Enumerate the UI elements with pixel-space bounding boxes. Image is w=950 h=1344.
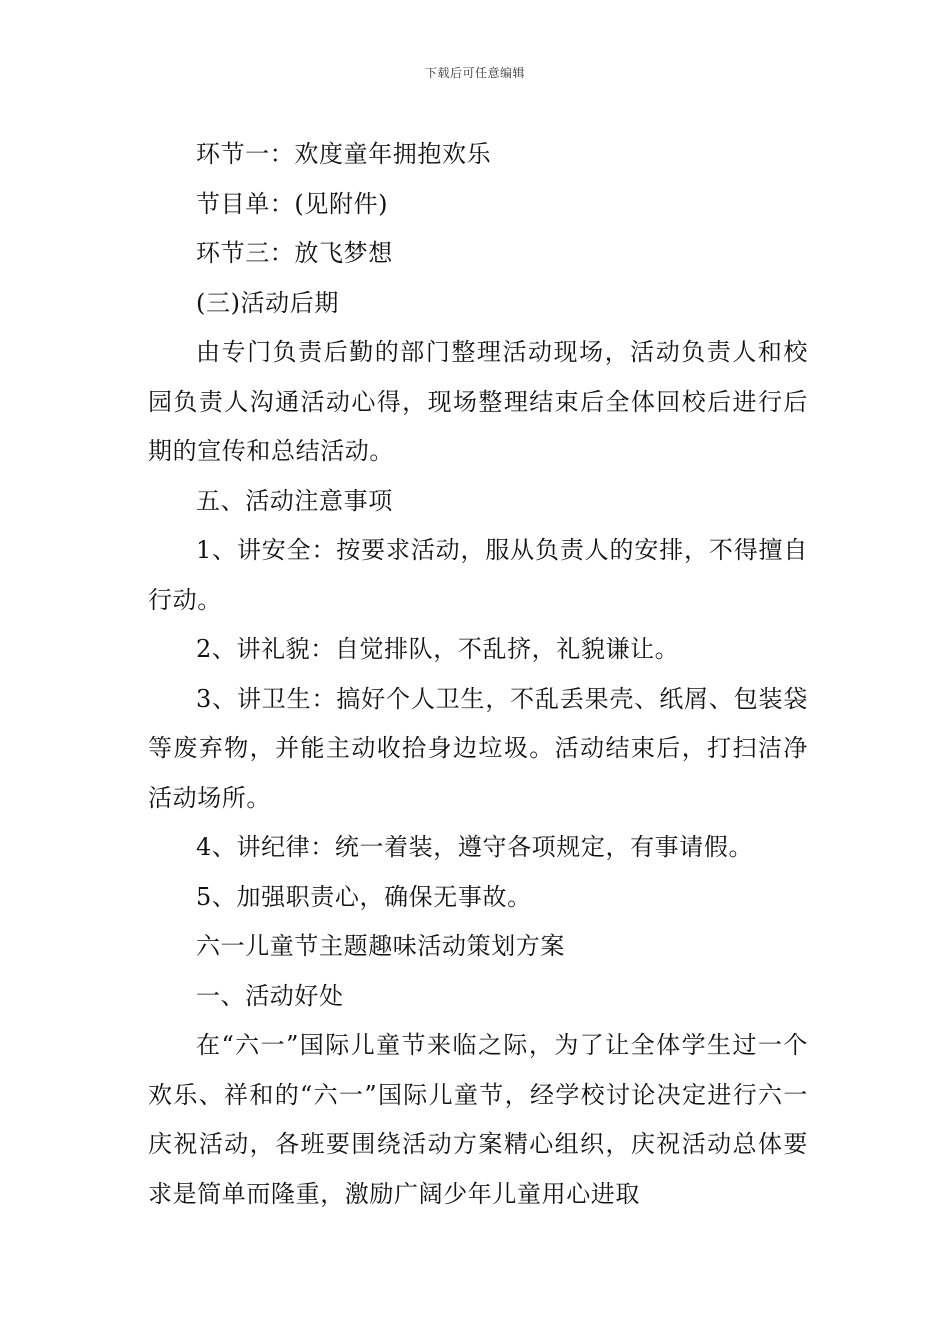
paragraph-segment-three: 环节三：放飞梦想 bbox=[196, 239, 393, 267]
paragraph-segment-one: 环节一：欢度童年拥抱欢乐 bbox=[196, 140, 492, 168]
page-header: 下载后可任意编辑 bbox=[424, 66, 525, 80]
paragraph-plan-title: 六一儿童节主题趣味活动策划方案 bbox=[196, 932, 565, 960]
paragraph-post-activity-heading: (三)活动后期 bbox=[196, 288, 339, 317]
paragraph-benefits-heading: 一、活动好处 bbox=[196, 981, 344, 1010]
document-body bbox=[148, 130, 808, 1219]
paragraph-note-discipline: 4、讲纪律：统一着装，遵守各项规定，有事请假。 bbox=[196, 833, 754, 861]
paragraph-benefits-body: 在“六一”国际儿童节来临之际，为了让全体学生过一个欢乐、祥和的“六一”国际儿童节，经学校讨论决定进行六一庆祝活动，各班要围绕活动方案精心组织，庆祝活动总体要求是简单而隆重，激励广阔少年儿童用心进取 bbox=[148, 1031, 808, 1208]
paragraph-note-safety: 1、讲安全：按要求活动，服从负责人的安排，不得擅自行动。 bbox=[148, 536, 808, 614]
paragraph-program-list: 节目单：(见附件) bbox=[196, 189, 389, 218]
paragraph-post-activity-body: 由专门负责后勤的部门整理活动现场，活动负责人和校园负责人沟通活动心得，现场整理结束后全体回校后进行后期的宣传和总结活动。 bbox=[148, 338, 808, 465]
paragraph-notes-heading: 五、活动注意事项 bbox=[196, 486, 393, 515]
paragraph-note-manners: 2、讲礼貌：自觉排队，不乱挤，礼貌谦让。 bbox=[196, 635, 680, 663]
paragraph-note-hygiene: 3、讲卫生：搞好个人卫生，不乱丢果壳、纸屑、包装袋等废弃物，并能主动收拾身边垃圾。活动结束后，打扫洁净活动场所。 bbox=[148, 684, 808, 812]
paragraph-note-responsibility: 5、加强职责心，确保无事故。 bbox=[196, 882, 532, 911]
